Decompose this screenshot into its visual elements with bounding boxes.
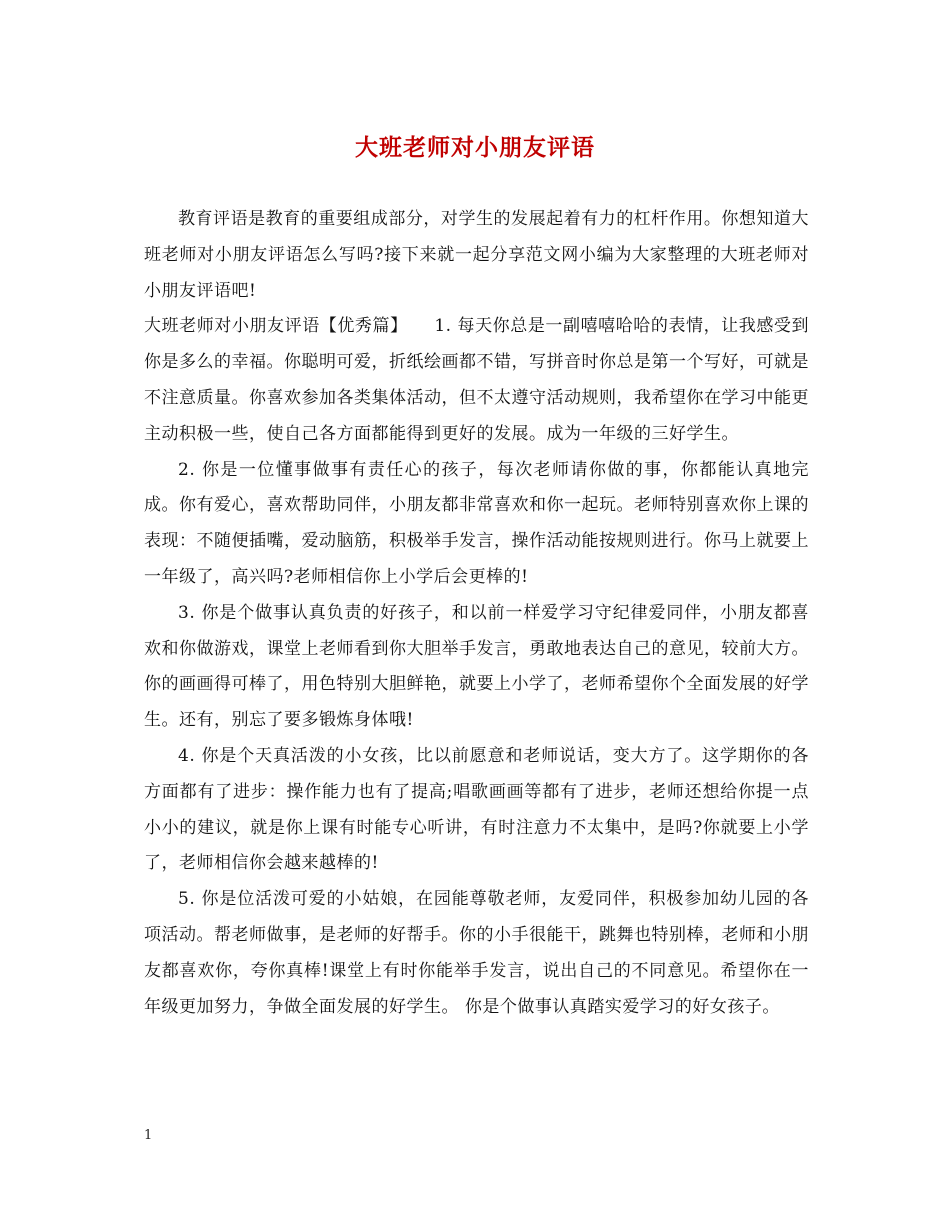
intro-paragraph: 教育评语是教育的重要组成部分，对学生的发展起着有力的杠杆作用。你想知道大班老师对小朋友评语怎么写吗?接下来就一起分享范文网小编为大家整理的大班老师对小朋友评语吧! <box>144 209 809 301</box>
comment-paragraph-2: 2. 你是一位懂事做事有责任心的孩子，每次老师请你做的事，你都能认真地完成。你有爱心，喜欢帮助同伴，小朋友都非常喜欢和你一起玩。老师特别喜欢你上课的表现：不随便插嘴，爱动脑筋，积极举手发言，操作活动能按规则进行。你马上就要上一年级了，高兴吗?老师相信你上小学后会更棒的! <box>144 459 809 587</box>
comment-paragraph-4: 4. 你是个天真活泼的小女孩，比以前愿意和老师说话，变大方了。这学期你的各方面都有了进步：操作能力也有了提高;唱歌画画等都有了进步，老师还想给你提一点小小的建议，就是你上课有时能专心听讲，有时注意力不太集中，是吗?你就要上小学了，老师相信你会越来越棒的! <box>144 745 809 874</box>
document-title: 大班老师对小朋友评语 <box>355 134 595 161</box>
document-body <box>144 202 809 1025</box>
comment-paragraph-5: 5. 你是位活泼可爱的小姑娘，在园能尊敬老师，友爱同伴，积极参加幼儿园的各项活动。帮老师做事，是老师的好帮手。你的小手很能干，跳舞也特别棒，老师和小朋友都喜欢你，夸你真棒!课堂上有时你能举手发言，说出自己的不同意见。希望你在一年级更加努力，争做全面发展的好学生。 你是个做事认真踏实爱学习的好女孩子。 <box>144 889 809 1017</box>
page-number: 1 <box>144 1128 153 1143</box>
comment-paragraph-3: 3. 你是个做事认真负责的好孩子，和以前一样爱学习守纪律爱同伴，小朋友都喜欢和你做游戏，课堂上老师看到你大胆举手发言，勇敢地表达自己的意见，较前大方。你的画画得可棒了，用色特别大胆鲜艳，就要上小学了，老师希望你个全面发展的好学生。还有，别忘了要多锻炼身体哦! <box>144 602 809 731</box>
comment-paragraph-1: 大班老师对小朋友评语【优秀篇】 1. 每天你总是一副嘻嘻哈哈的表情，让我感受到你是多么的幸福。你聪明可爱，折纸绘画都不错，写拼音时你总是第一个写好，可就是不注意质量。你喜欢参加各类集体活动，但不太遵守活动规则，我希望你在学习中能更主动积极一些，使自己各方面都能得到更好的发展。成为一年级的三好学生。 <box>144 316 809 444</box>
